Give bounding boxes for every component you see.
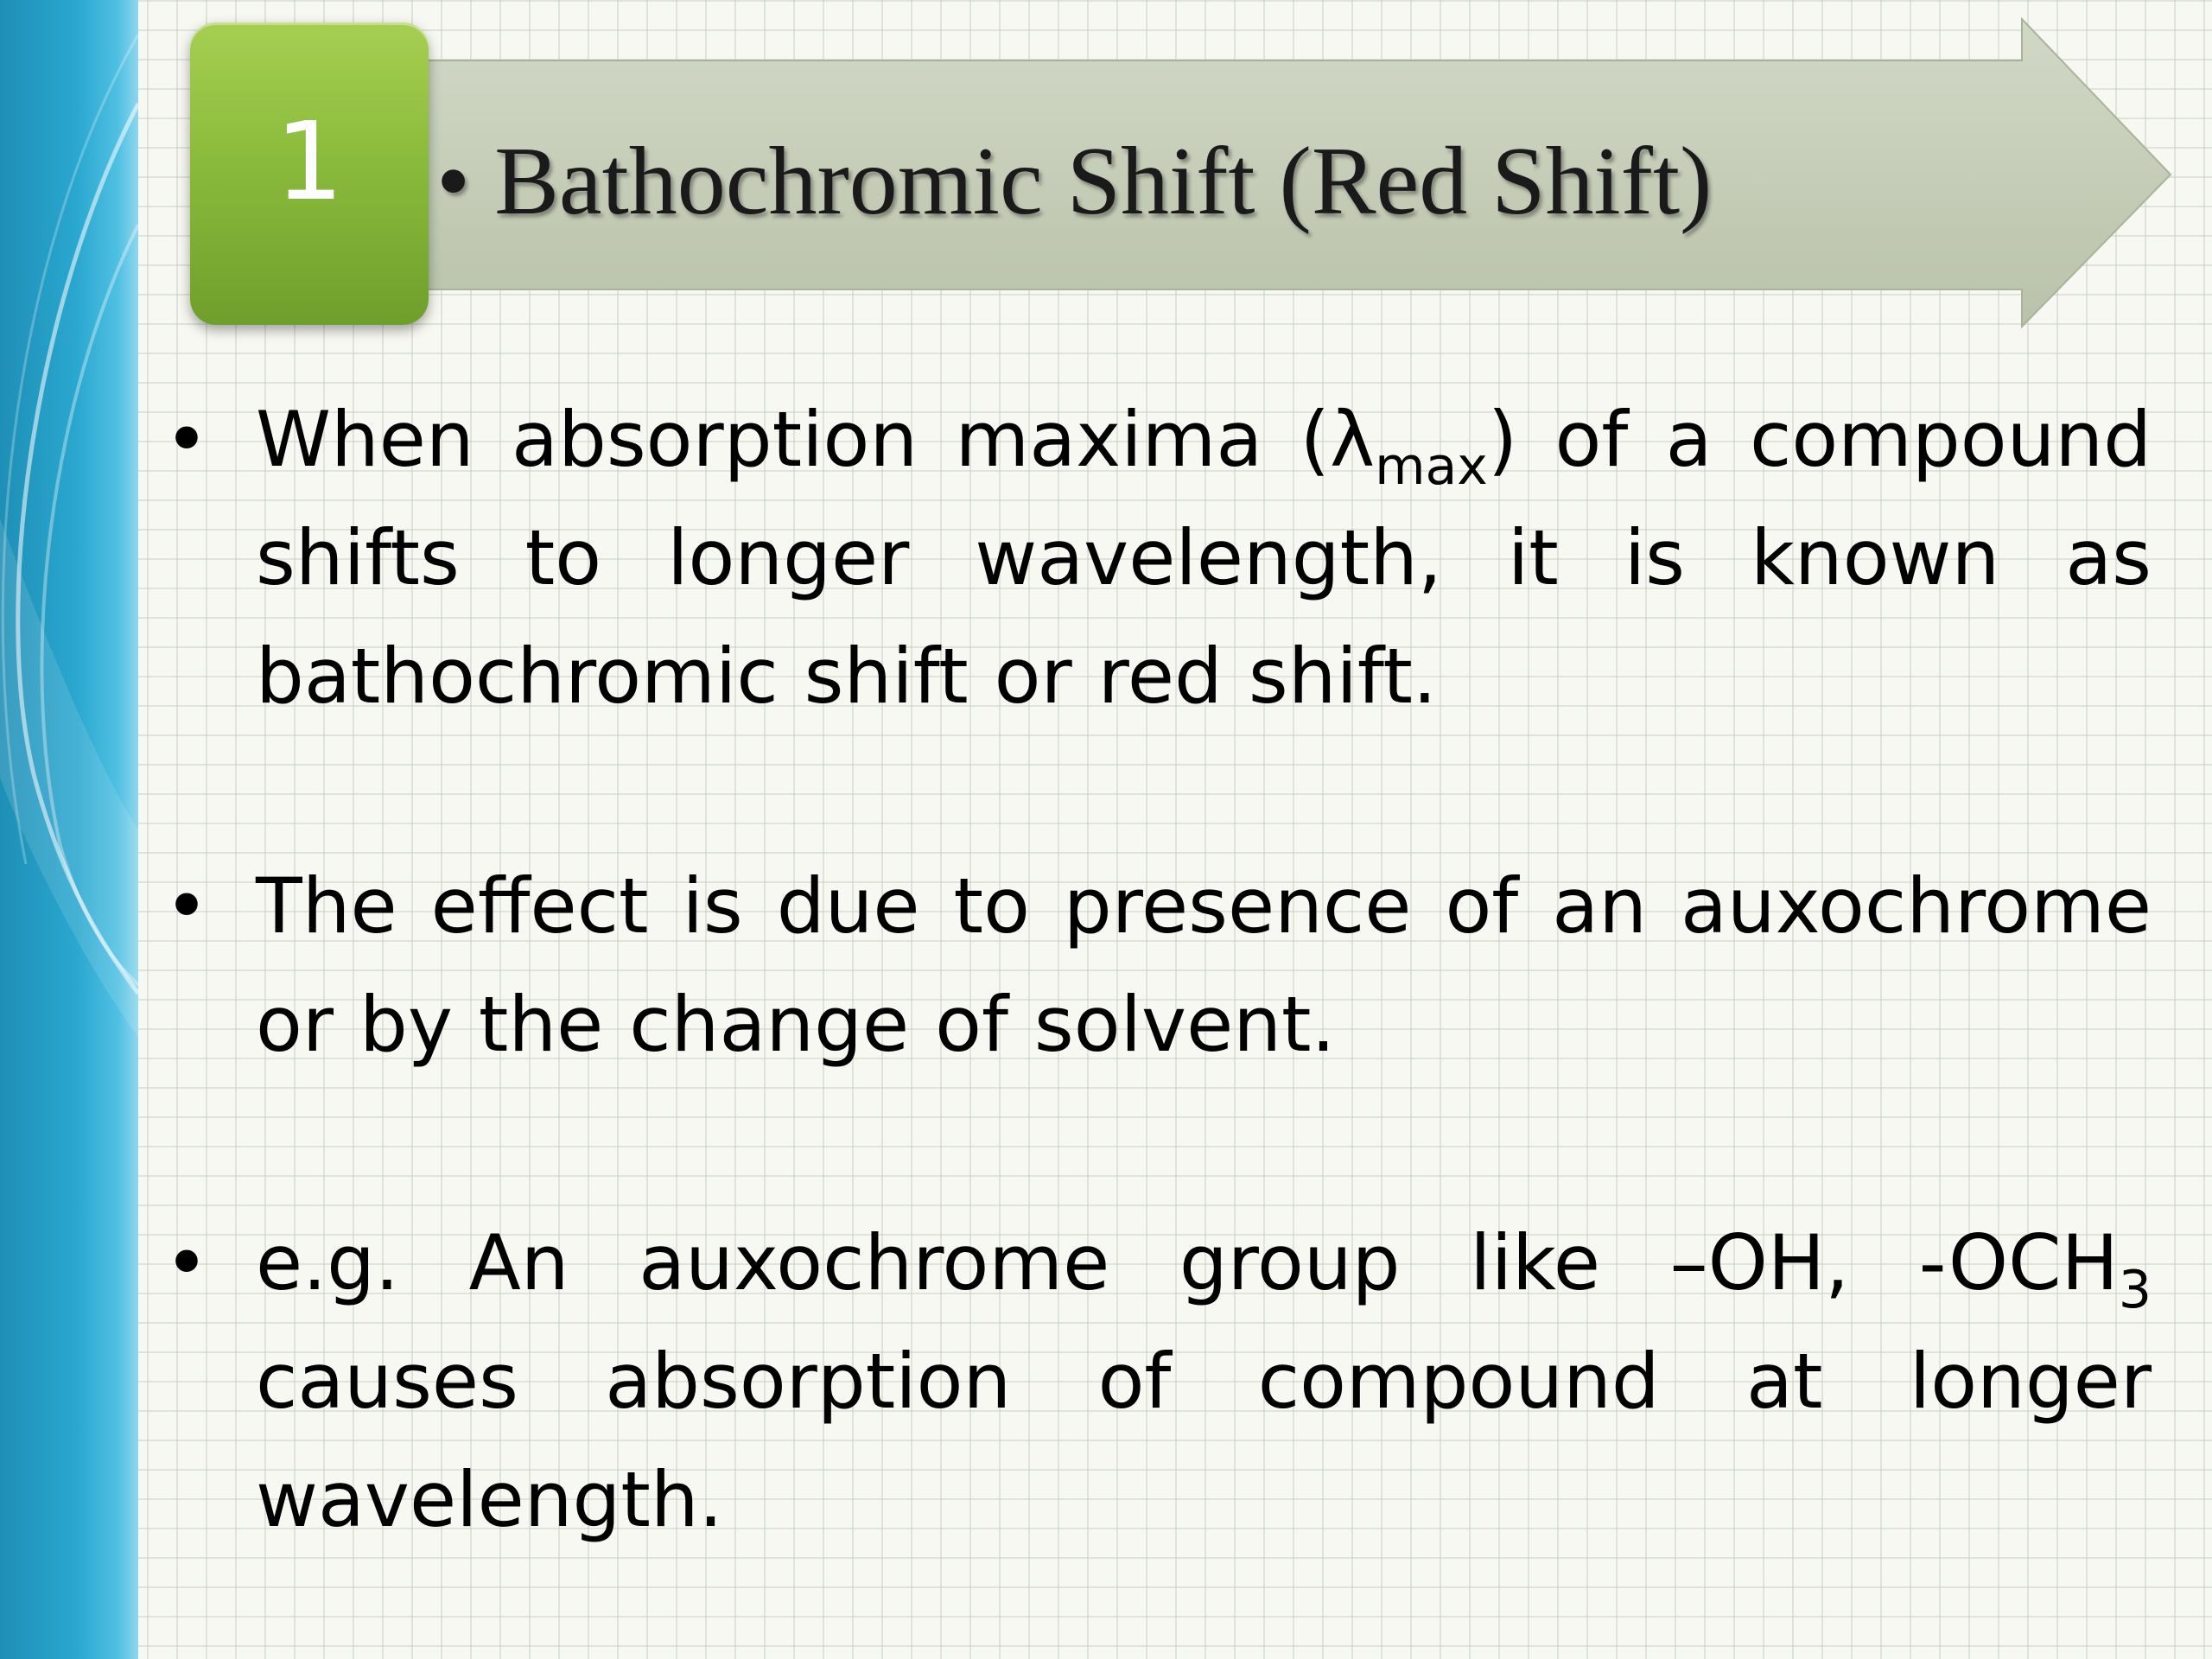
bullet-item-red-shift-definition [164,380,2152,735]
bullet-text-part: When absorption maxima (λ [256,395,1376,484]
och3-subscript: 3 [2118,1260,2152,1320]
bullet-text [256,1204,2152,1559]
bullet-text-part: causes absorption of compound at longer wavelength. [256,1337,2152,1544]
bullet-text-part: ) of a compound shifts to longer wavelength, it is known as bathochromic shift or red shift. [256,395,2152,721]
slide-title [436,112,1712,251]
bullet-marker: • [164,1218,209,1307]
title-bullet: • [436,127,471,235]
side-decorative-band [0,0,138,1659]
bullet-item-cause [164,847,2152,1084]
bullet-text [256,380,2152,735]
bullet-text: The effect is due to presence of an auxochrome or by the change of solvent. [256,861,2152,1069]
lambda-subscript: max [1375,436,1488,497]
bullet-item-example [164,1204,2152,1559]
bullet-text-part: e.g. An auxochrome group like –OH, -OCH [256,1218,2119,1307]
side-swoosh-graphic [0,0,138,1659]
slide-number-badge [190,22,429,325]
bullet-marker: • [164,395,209,484]
title-text: Bathochromic Shift (Red Shift) [494,127,1713,235]
slide-number: 1 [275,99,344,225]
bullet-marker: • [164,861,209,950]
